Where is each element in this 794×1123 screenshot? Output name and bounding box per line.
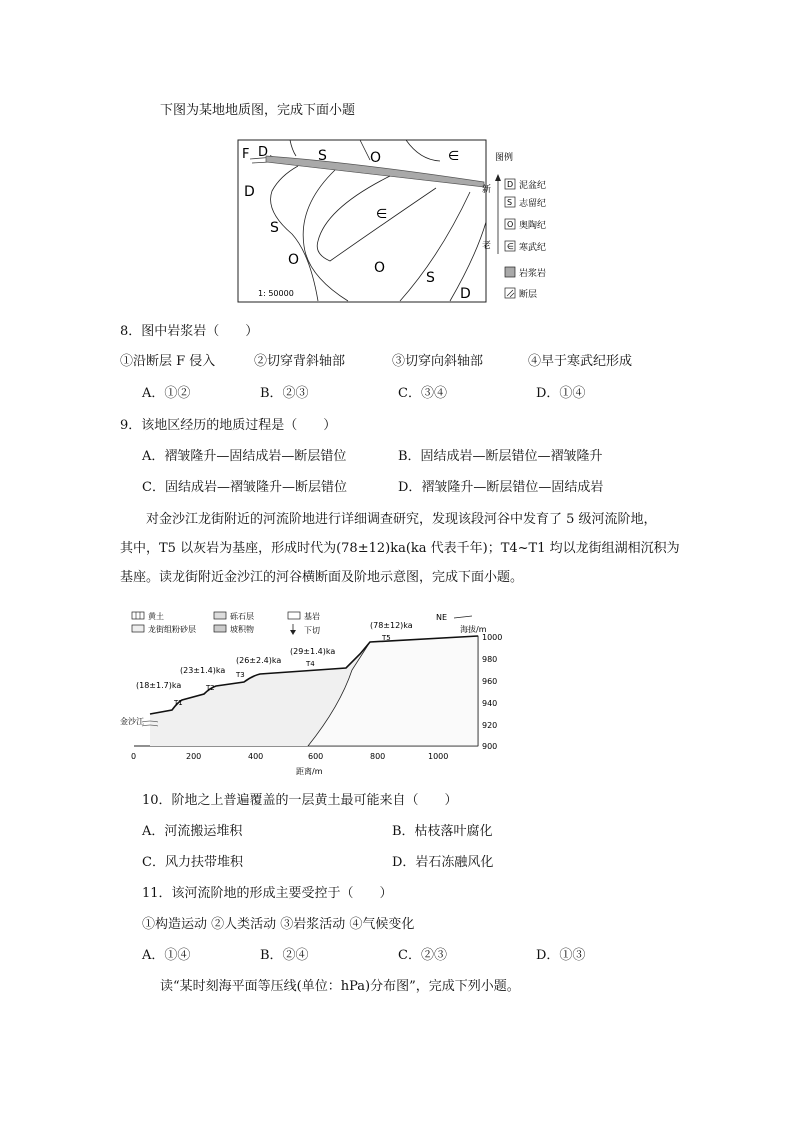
- intro2-line-2: 其中，T5 以灰岩为基座，形成时代为(78±12)ka(ka 代表千年)；T4~T1 均以龙街组湖相沉积为: [120, 541, 680, 556]
- legend-code-E: ∈: [507, 242, 514, 251]
- legend-loess: 黄土: [148, 612, 164, 621]
- q10-option-a[interactable]: A．河流搬运堆积: [142, 824, 243, 839]
- y-tick: 960: [482, 677, 498, 686]
- y-tick: 920: [482, 721, 498, 730]
- legend-fault: 断层: [519, 290, 538, 300]
- q11-option-a[interactable]: A．①④: [142, 948, 191, 963]
- legend-title: 图例: [495, 153, 514, 163]
- q9-option-a[interactable]: A．褶皱隆升—固结成岩—断层错位: [142, 449, 347, 464]
- intro-text-1: 下图为某地地质图，完成下面小题: [160, 103, 356, 118]
- q10-stem: 10．阶地之上普遍覆盖的一层黄土最可能来自（ ）: [142, 793, 458, 808]
- q9-option-c[interactable]: C．固结成岩—褶皱隆升—断层错位: [142, 480, 347, 495]
- legend-cambrian: 寒武纪: [519, 243, 547, 253]
- q11-option-c[interactable]: C．②③: [398, 948, 447, 963]
- t4-age: (29±1.4)ka: [290, 647, 336, 656]
- t2-age: (23±1.4)ka: [180, 666, 226, 675]
- q8-stem: 8．图中岩浆岩（ ）: [120, 324, 259, 339]
- legend-magma: 岩浆岩: [519, 269, 547, 279]
- legend-code-O: O: [507, 220, 514, 229]
- x-axis-label: 距离/m: [296, 767, 323, 776]
- geologic-map: [230, 136, 560, 308]
- legend-bedrock: 基岩: [304, 612, 320, 621]
- map-label-F: F: [242, 147, 250, 162]
- legend-ordovician: 奥陶纪: [519, 221, 547, 231]
- map-scale: 1: 50000: [258, 289, 294, 298]
- q8-option-c[interactable]: C．③④: [398, 386, 447, 401]
- legend-old: 老: [482, 241, 492, 251]
- q8-item-2: ②切穿背斜轴部: [254, 354, 346, 369]
- map-label-O: O: [288, 252, 300, 268]
- legend-siltstone: 龙街组粉砂层: [148, 625, 196, 634]
- direction-label: NE: [436, 613, 448, 622]
- q11-option-b[interactable]: B．②④: [260, 948, 309, 963]
- t2-name: T2: [206, 684, 215, 692]
- map-label-D: D: [258, 145, 269, 160]
- q8-option-a[interactable]: A．①②: [142, 386, 191, 401]
- q8-item-4: ④早于寒武纪形成: [528, 354, 633, 369]
- legend-devonian: 泥盆纪: [519, 181, 547, 191]
- t1-name: T1: [174, 699, 183, 707]
- t5-name: T5: [382, 634, 391, 642]
- q10-option-d[interactable]: D．岩石冻融风化: [392, 855, 494, 870]
- legend-silurian: 志留纪: [519, 199, 547, 209]
- legend-downcut: 下切: [304, 626, 320, 635]
- map-label-O: O: [374, 260, 386, 276]
- x-tick: 400: [248, 752, 264, 761]
- y-tick: 980: [482, 655, 498, 664]
- q8-item-1: ①沿断层 F 侵入: [120, 354, 216, 369]
- t3-name: T3: [236, 671, 245, 679]
- legend-gravel: 砾石层: [230, 612, 254, 621]
- terrace-cross-section: [120, 606, 530, 782]
- q10-option-b[interactable]: B．枯枝落叶腐化: [392, 824, 493, 839]
- x-tick: 600: [308, 752, 324, 761]
- y-tick: 1000: [482, 633, 503, 642]
- x-tick: 800: [370, 752, 386, 761]
- map-label-S: S: [270, 220, 279, 236]
- map-label-O: O: [370, 150, 382, 166]
- t5-age: (78±12)ka: [370, 621, 413, 630]
- map-label-S: S: [426, 270, 435, 286]
- intro2-line-1: 对金沙江龙街附近的河流阶地进行详细调查研究，发现该段河谷中发育了 5 级河流阶地，: [146, 512, 657, 527]
- map-label-D: D: [460, 286, 471, 302]
- q8-option-b[interactable]: B．②③: [260, 386, 309, 401]
- y-tick: 900: [482, 742, 498, 751]
- map-label-S: S: [318, 148, 327, 164]
- q9-option-b[interactable]: B．固结成岩—断层错位—褶皱隆升: [398, 449, 603, 464]
- t1-age: (18±1.7)ka: [136, 681, 182, 690]
- q8-item-3: ③切穿向斜轴部: [392, 354, 484, 369]
- q9-stem: 9．该地区经历的地质过程是（ ）: [120, 418, 337, 433]
- t3-age: (26±2.4)ka: [236, 656, 282, 665]
- legend-code-S: S: [507, 198, 513, 207]
- intro-text-3: 读“某时刻海平面等压线(单位：hPa)分布图”，完成下列小题。: [160, 979, 520, 994]
- y-axis-label: 海拔/m: [460, 625, 487, 634]
- q10-option-c[interactable]: C．风力扶带堆积: [142, 855, 243, 870]
- legend-new: 新: [482, 185, 492, 195]
- map-label-E: ∈: [448, 149, 460, 164]
- river-label: 金沙江: [120, 717, 144, 726]
- q9-option-d[interactable]: D．褶皱隆升—断层错位—固结成岩: [398, 480, 604, 495]
- q11-option-d[interactable]: D．①③: [536, 948, 586, 963]
- q8-option-d[interactable]: D．①④: [536, 386, 586, 401]
- map-label-E: ∈: [376, 207, 388, 222]
- x-tick: 1000: [428, 752, 449, 761]
- x-tick: 0: [131, 752, 137, 761]
- map-label-D: D: [244, 184, 255, 200]
- q11-stem: 11．该河流阶地的形成主要受控于（ ）: [142, 886, 393, 901]
- t4-name: T4: [306, 660, 315, 668]
- q11-items: ①构造运动 ②人类活动 ③岩浆活动 ④气候变化: [142, 917, 415, 932]
- intro2-line-3: 基座。读龙街附近金沙江的河谷横断面及阶地示意图，完成下面小题。: [120, 570, 524, 585]
- y-tick: 940: [482, 699, 498, 708]
- x-tick: 200: [186, 752, 202, 761]
- legend-colluvium: 坡积物: [230, 625, 254, 634]
- legend-code-D: D: [507, 180, 514, 189]
